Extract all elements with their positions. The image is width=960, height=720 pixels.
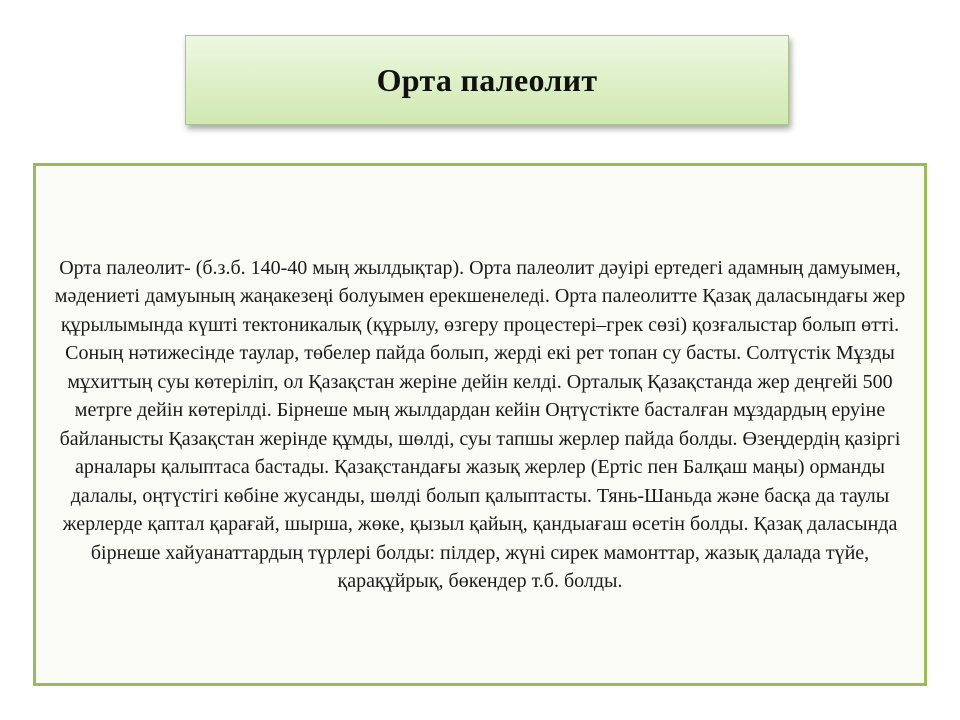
content-box — [33, 163, 927, 686]
title-box — [185, 35, 789, 125]
slide-title: Орта палеолит — [376, 61, 598, 98]
slide-body-text: Орта палеолит- (б.з.б. 140-40 мың жылдықтар). Орта палеолит дәуірі ертедегі адамның дамуымен, мәдениеті дамуының жаңакезеңі болуымен ерекшенеледі. Орта палеолитте Қазақ даласындағы жер құрылымында күшті тектоникалық (құрылу, өзгеру процестері–грек сөзі) қозғалыстар болып өтті. Соның нәтижесінде таулар, төбелер пайда болып, жерді екі рет топан су басты. Солтүстік Мұзды мұхиттың суы көтеріліп, ол Қазақстан жеріне дейін келді. Орталық Қазақстанда жер деңгейі 500 метрге дейін көтерілді. Бірнеше мың жылдардан кейін Оңтүстікте басталған мұздардың еруіне байланысты Қазақстан жерінде құмды, шөлді, суы тапшы жерлер пайда болды. Өзеңдердің қазіргі арналары қалыптаса бастады. Қазақстандағы жазық жерлер (Ертіс пен Балқаш маңы) орманды далалы, оңтүстігі көбіне жусанды, шөлді болып қалыптасты. Тянь-Шаньда және басқа да таулы жерлерде қаптал қарағай, шырша, жөке, қызыл қайың, қандыағаш өсетін болды. Қазақ даласында бірнеше хайуанаттардың түрлері болды: пілдер, жүні сирек мамонттар, жазық далада түйе, қарақұйрық, бөкендер т.б. болды. — [54, 256, 906, 592]
